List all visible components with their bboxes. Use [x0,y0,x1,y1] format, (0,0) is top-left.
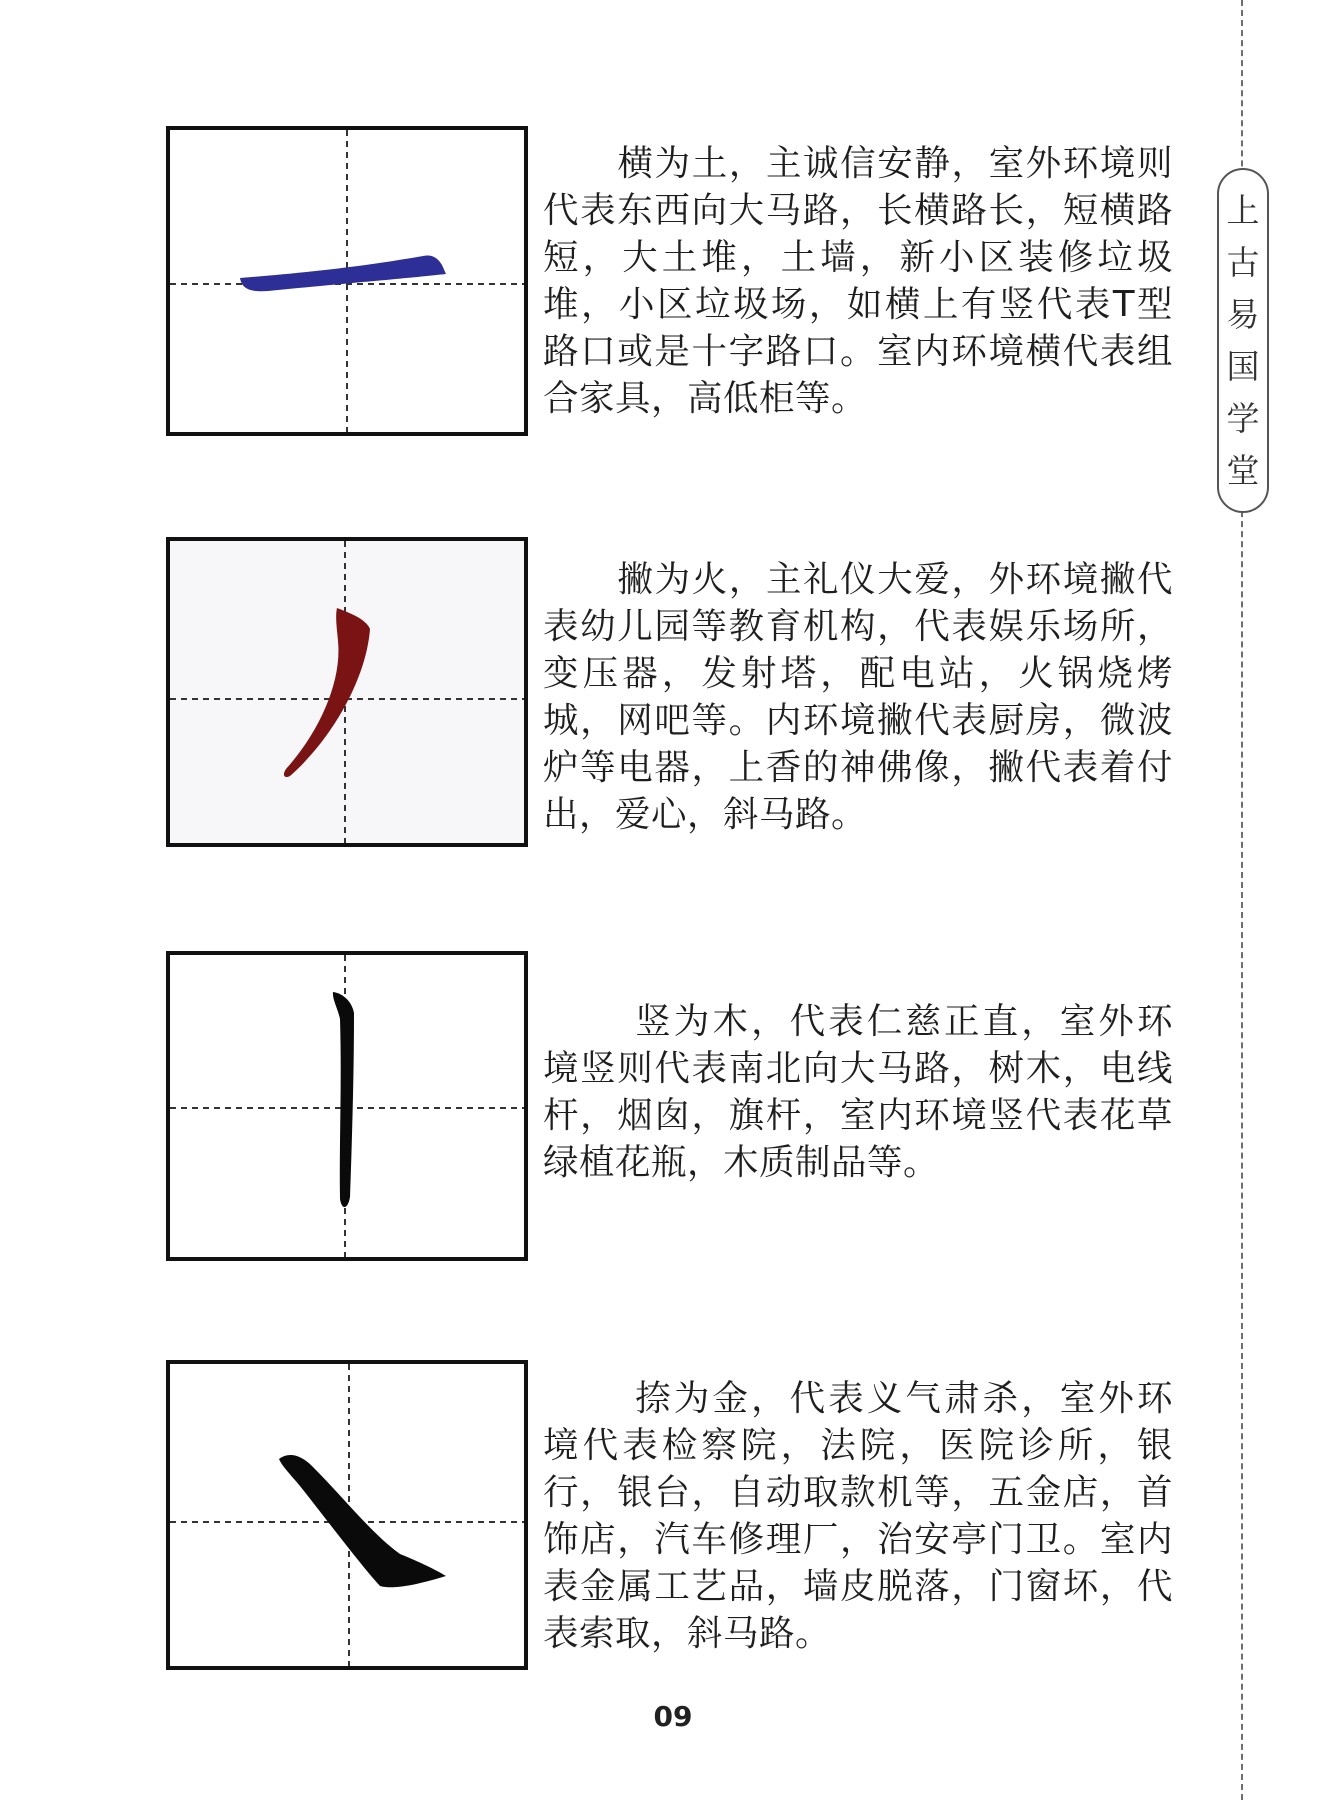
pie-description: 撇为火，主礼仪大爱，外环境撇代表幼儿园等教育机构，代表娱乐场所，变压器，发射塔，配电站，火锅烧烤城，网吧等。内环境撇代表厨房，微波炉等电器，上香的神佛像，撇代表着付出，爱心，斜马路。 [543,559,1173,835]
side-title-char: 易 [1226,294,1260,334]
shu-stroke-diagram [170,955,524,1257]
page-number: 09 [653,1700,693,1733]
side-title-tab [1217,168,1269,513]
na-stroke-diagram [170,1364,524,1666]
heng-description: 横为土，主诚信安静，室外环境则代表东西向大马路，长横路长，短横路短，大土堆，土墙，新小区装修垃圾堆，小区垃圾场，如横上有竖代表T型路口或是十字路口。室内环境横代表组合家具，高低柜等。 [543,143,1173,419]
side-title-char: 上 [1226,190,1260,230]
shu-stroke-grid [166,951,528,1261]
side-title-char: 古 [1226,242,1260,282]
na-stroke-grid [166,1360,528,1670]
heng-stroke-diagram [170,130,524,432]
na-description: 捺为金，代表义气肃杀，室外环境代表检察院，法院，医院诊所，银行，银台，自动取款机等，五金店，首饰店，汽车修理厂，治安亭门卫。室内表金属工艺品，墙皮脱落，门窗坏，代表索取，斜马路。 [543,1378,1173,1654]
pie-stroke-grid [166,537,528,847]
shu-description: 竖为木，代表仁慈正直，室外环境竖则代表南北向大马路，树木，电线杆，烟囱，旗杆，室内环境竖代表花草绿植花瓶，木质制品等。 [543,1001,1173,1183]
side-title-char: 国 [1226,346,1260,386]
pie-stroke-diagram [170,541,524,843]
pie-stroke-mark [284,608,370,777]
heng-stroke-grid [166,126,528,436]
side-title-char: 学 [1226,398,1260,438]
shu-stroke-mark [333,992,354,1207]
side-title-char: 堂 [1226,450,1260,490]
heng-stroke-mark [240,255,446,291]
